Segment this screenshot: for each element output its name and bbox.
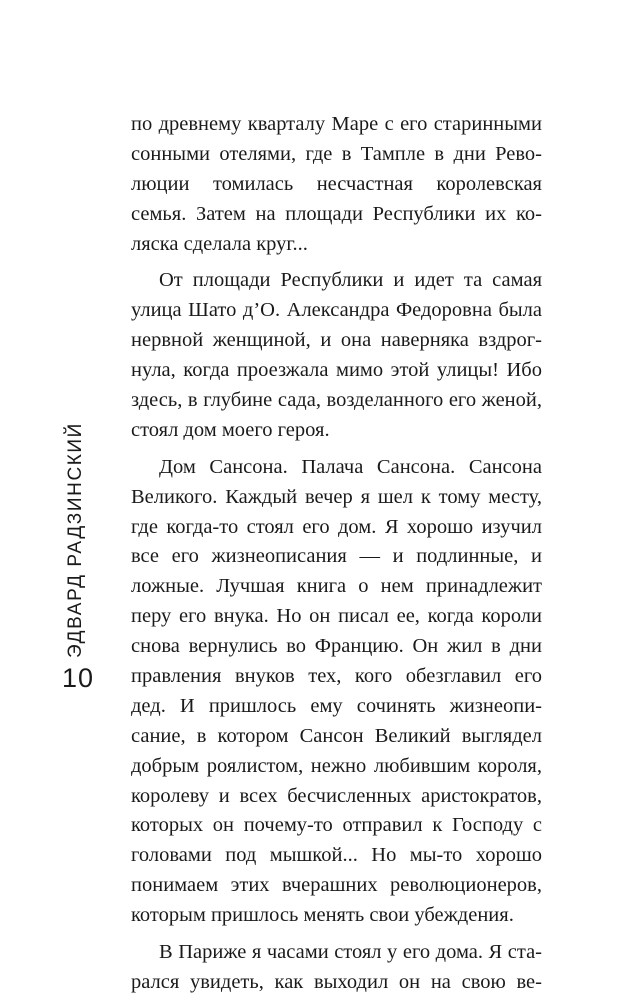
text-line: понимаем этих вчерашних революционеров,	[131, 874, 542, 897]
text-line: рался увидеть, как выходил он на свою ве-	[131, 970, 542, 993]
text-line: От площади Республики и идет та самая	[159, 269, 542, 292]
text-line: стоял дом моего героя.	[131, 418, 330, 441]
paragraph-4	[131, 938, 542, 998]
text-line: правления внуков тех, кого обезглавил его	[131, 665, 542, 688]
text-line: все его жизнеописания — и подлинные, и	[131, 545, 542, 568]
body-text	[131, 110, 542, 998]
text-line: сание, в котором Сансон Великий выглядел	[131, 724, 542, 747]
text-line: по древнему кварталу Маре с его старинными	[131, 113, 542, 135]
text-line: здесь, в глубине сада, возделанного его женой,	[131, 389, 542, 412]
text-line: которых он почему-то отправил к Господу с	[131, 814, 542, 837]
text-line: ложные. Лучшая книга о нем принадлежит	[131, 575, 542, 598]
text-line: Дом Сансона. Палача Сансона. Сансона	[159, 455, 542, 478]
running-head-author: ЭДВАРД РАДЗИНСКИЙ	[65, 422, 86, 658]
text-line: которым пришлось менять свои убеждения.	[131, 904, 514, 927]
text-line: В Париже я часами стоял у его дома. Я ста-	[159, 941, 542, 964]
paragraph-3	[131, 453, 542, 931]
text-line: улица Шато д’О. Александра Федоровна была	[131, 299, 542, 322]
text-line: ляска сделала круг...	[131, 232, 308, 255]
text-line: люции томилась несчастная королевская	[131, 172, 542, 195]
text-line: Великого. Каждый вечер я шел к тому месту,	[131, 485, 542, 508]
text-line: где когда-то стоял его дом. Я хорошо изучил	[131, 515, 542, 538]
text-line: добрым роялистом, нежно любившим короля,	[131, 754, 542, 777]
text-line: снова вернулись во Францию. Он жил в дни	[131, 635, 542, 658]
paragraph-1	[131, 110, 542, 259]
text-line: королеву и всех бесчисленных аристократов,	[131, 784, 542, 807]
text-line: головами под мышкой... Но мы-то хорошо	[131, 844, 542, 867]
text-line: сонными отелями, где в Тампле в дни Рево-	[131, 142, 542, 165]
text-line: дед. И пришлось ему сочинять жизнеопи-	[131, 694, 542, 717]
text-line: перу его внука. Но он писал ее, когда короли	[131, 605, 542, 628]
paragraph-2	[131, 266, 542, 445]
text-line: нервной женщиной, и она наверняка вздрог-	[131, 329, 542, 352]
text-line: нула, когда проезжала мимо этой улицы! Ибо	[131, 359, 542, 382]
text-line: семья. Затем на площади Республики их ко-	[131, 202, 542, 225]
page-number: 10	[62, 663, 95, 693]
